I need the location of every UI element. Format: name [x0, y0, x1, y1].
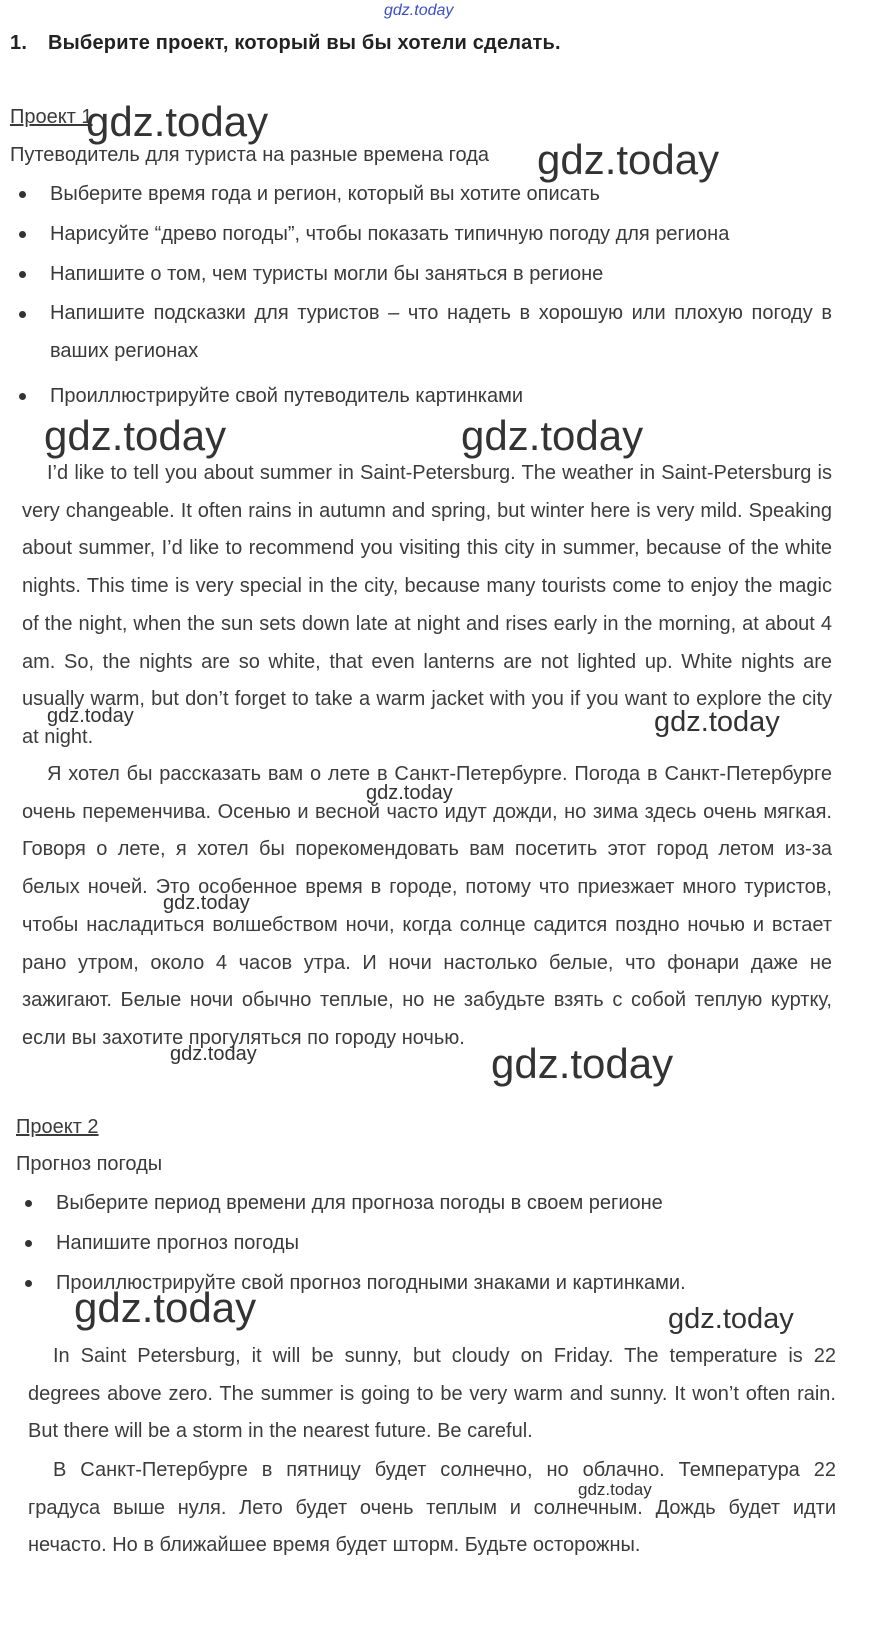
watermark: gdz.today [384, 2, 454, 19]
watermark: gdz.today [491, 1040, 674, 1087]
project1-bullet-list [10, 174, 832, 416]
watermark: gdz.today [163, 892, 250, 914]
watermark: gdz.today [668, 1303, 794, 1335]
project2-title: Проект 2 [16, 1116, 99, 1138]
list-item: Напишите прогноз погоды [16, 1223, 836, 1263]
project2-russian-paragraph: В Санкт-Петербурге в пятницу будет солнечно, но облачно. Температура 22 градуса выше нуля. Лето будет очень теплым и солнечным. Дождь будет идти нечасто. Но в ближайшее время будет шторм. Будьте осторожны. [28, 1459, 836, 1557]
project1-english-paragraph: I’d like to tell you about summer in Saint-Petersburg. The weather in Saint-Petersburg is very changeable. It often rains in autumn and spring, but winter here is very mild. Speaking about summer, I’d like to recommend you visiting this city in summer, because of the white nights. This time is very special in the city, because many tourists come to enjoy the magic of the night, when the sun sets down late at night and rises early in the morning, at about 4 am. So, the nights are so white, that even lanterns are not lighted up. White nights are usually warm, but don’t forget to take a warm jacket with you if you want to explore the city at night. [22, 462, 832, 748]
list-item: Проиллюстрируйте свой прогноз погодными знаками и картинками. [16, 1263, 836, 1303]
list-item: Проиллюстрируйте свой путеводитель картинками [10, 376, 832, 416]
project1-subtitle: Путеводитель для туриста на разные времена года [10, 144, 490, 166]
list-item: Напишите о том, чем туристы могли бы заняться в регионе [10, 254, 832, 294]
watermark: gdz.today [44, 412, 227, 459]
watermark: gdz.today [537, 136, 720, 183]
watermark: gdz.today [366, 782, 453, 804]
watermark: gdz.today [578, 1480, 652, 1499]
project1-title: Проект 1 [10, 106, 93, 128]
list-item: Выберите время года и регион, который вы хотите описать [10, 174, 832, 214]
project2-bullet-list [16, 1183, 836, 1303]
watermark: gdz.today [47, 705, 134, 727]
watermark: gdz.today [461, 412, 644, 459]
watermark: gdz.today [170, 1043, 257, 1065]
task-title: Выберите проект, который вы бы хотели сделать. [48, 32, 561, 54]
list-item: Выберите период времени для прогноза погоды в своем регионе [16, 1183, 836, 1223]
task-number: 1. [10, 32, 28, 54]
watermark: gdz.today [74, 1284, 257, 1331]
task-header [10, 32, 561, 55]
watermark: gdz.today [654, 706, 780, 738]
project1-russian-paragraph: Я хотел бы рассказать вам о лете в Санкт-Петербурге. Погода в Санкт-Петербурге очень переменчива. Осенью и весной часто идут дожди, но зима здесь очень мягкая. Говоря о лете, я хотел бы порекомендовать вам посетить этот город летом из-за белых ночей. Это особенное время в городе, потому что приезжает много туристов, чтобы насладиться волшебством ночи, когда солнце садится поздно ночью и встает рано утром, около 4 часов утра. И ночи настолько белые, что фонари даже не зажигают. Белые ночи обычно теплые, но не забудьте взять с собой теплую куртку, если вы захотите прогуляться по городу ночью. [22, 763, 832, 1049]
list-item: Напишите подсказки для туристов – что надеть в хорошую или плохую погоду в ваших регионах [10, 294, 832, 376]
watermark: gdz.today [86, 98, 269, 145]
project2-subtitle: Прогноз погоды [16, 1153, 163, 1175]
project2-english-paragraph: In Saint Petersburg, it will be sunny, but cloudy on Friday. The temperature is 22 degrees above zero. The summer is going to be very warm and sunny. It won’t often rain. But there will be a storm in the nearest future. Be careful. [28, 1345, 836, 1443]
list-item: Нарисуйте “древо погоды”, чтобы показать типичную погоду для региона [10, 214, 832, 254]
